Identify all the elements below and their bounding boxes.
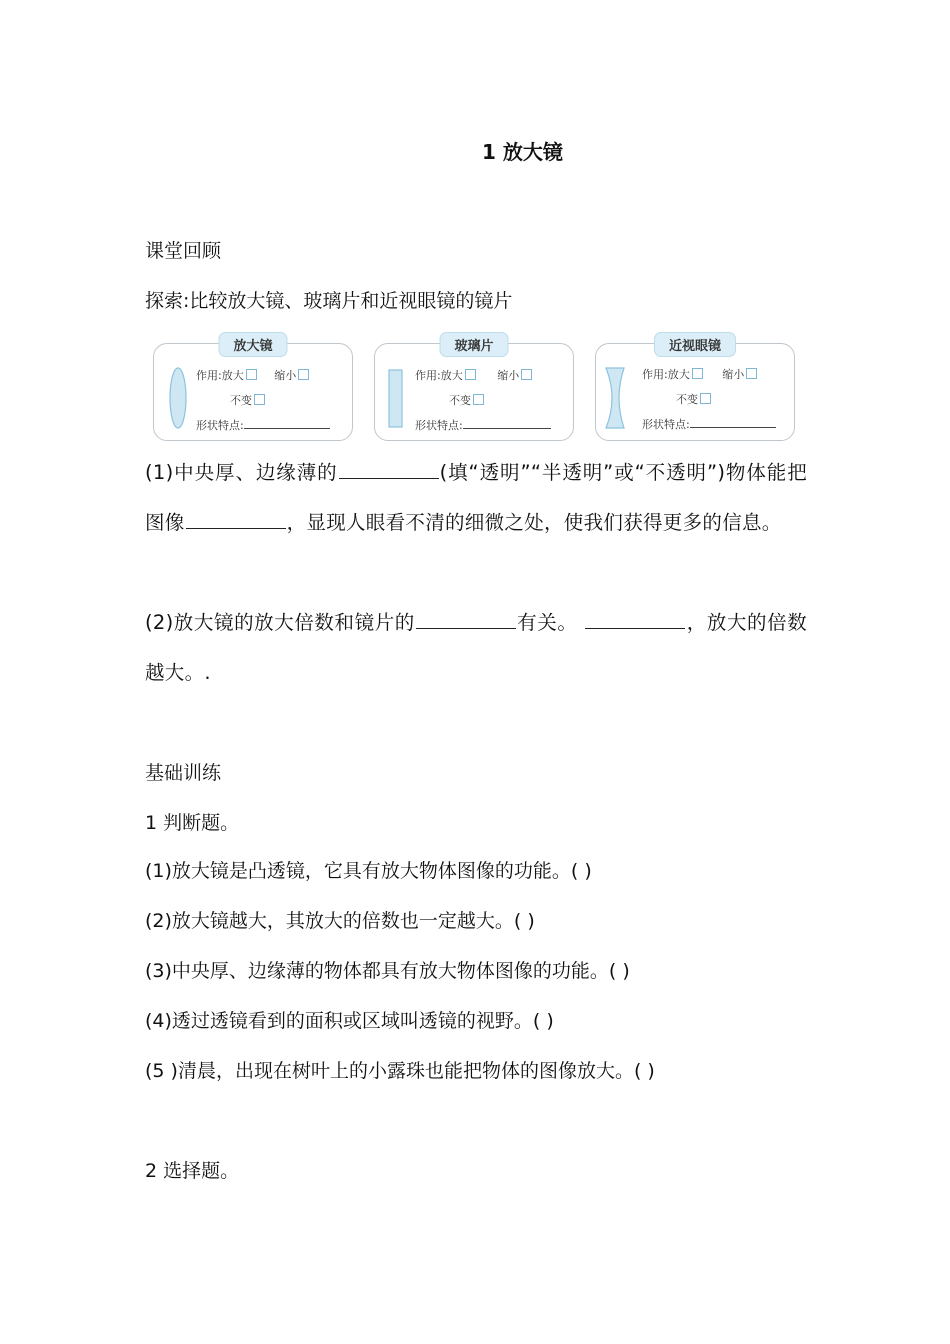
card-shape-row [642, 416, 776, 432]
same-checkbox[interactable] [473, 394, 484, 405]
q1-blank-2[interactable] [186, 508, 286, 529]
judge-item-1: (1)放大镜是凸透镜，它具有放大物体图像的功能。( ) [145, 860, 592, 882]
enlarge-checkbox[interactable] [246, 369, 257, 380]
q2-text-part1: (2)放大镜的放大倍数和镜片的 [145, 611, 415, 634]
effect-label: 作用:放大 [196, 369, 244, 382]
judge-item-3: (3)中央厚、边缘薄的物体都具有放大物体图像的功能。( ) [145, 960, 630, 982]
card-shape-row [415, 417, 551, 433]
card-same-row [449, 392, 484, 408]
section-heading-practice: 基础训练 [145, 762, 222, 784]
q1-text-part1: (1)中央厚、边缘薄的 [145, 461, 338, 484]
section-heading-review: 课堂回顾 [145, 240, 222, 262]
same-label: 不变 [449, 394, 471, 407]
shrink-checkbox[interactable] [298, 369, 309, 380]
card-tab-myopia: 近视眼镜 [654, 332, 736, 357]
q2-text-part2: 有关。 [516, 611, 578, 634]
judge-item-2: (2)放大镜越大，其放大的倍数也一定越大。( ) [145, 910, 535, 932]
same-checkbox[interactable] [700, 393, 711, 404]
question-2-paragraph [145, 598, 807, 698]
card-magnifier [153, 339, 353, 441]
card-same-row [676, 391, 711, 407]
q1-blank-1[interactable] [339, 458, 439, 479]
card-effect-row [415, 367, 532, 383]
shrink-checkbox[interactable] [521, 369, 532, 380]
shape-label: 形状特点: [196, 419, 244, 432]
flat-glass-icon [387, 368, 405, 430]
q1-text-part3: ，显现人眼看不清的细微之处，使我们获得更多的信息。 [286, 511, 782, 534]
q2-blank-2[interactable] [585, 608, 685, 629]
card-effect-row [642, 366, 757, 382]
explore-heading: 探索:比较放大镜、玻璃片和近视眼镜的镜片 [145, 290, 513, 312]
q2-text-part3: ，放大的倍数越大。. [145, 611, 807, 684]
judge-item-5: (5 )清晨，出现在树叶上的小露珠也能把物体的图像放大。( ) [145, 1060, 655, 1082]
page-title: 1 放大镜 [482, 140, 563, 164]
same-label: 不变 [230, 394, 252, 407]
judge-heading: 1 判断题。 [145, 812, 240, 834]
shape-answer-line[interactable] [244, 418, 330, 429]
shape-label: 形状特点: [642, 418, 690, 431]
shape-answer-line[interactable] [463, 418, 551, 429]
card-same-row [230, 392, 265, 408]
card-glass [374, 339, 574, 441]
same-checkbox[interactable] [254, 394, 265, 405]
shrink-label: 缩小 [722, 368, 745, 381]
card-myopia-glasses [595, 339, 795, 441]
shrink-checkbox[interactable] [746, 368, 757, 379]
card-tab-magnifier: 放大镜 [218, 332, 287, 357]
card-effect-row [196, 367, 309, 383]
shrink-label: 缩小 [274, 369, 297, 382]
card-tab-glass: 玻璃片 [439, 332, 508, 357]
shape-label: 形状特点: [415, 419, 463, 432]
judge-item-4: (4)透过透镜看到的面积或区域叫透镜的视野。( ) [145, 1010, 554, 1032]
q1-text-part2: (填“透明”“半透明”或“不透明”)物体能把图像 [145, 461, 807, 534]
shape-answer-line[interactable] [690, 417, 776, 428]
choice-heading: 2 选择题。 [145, 1160, 240, 1182]
effect-label: 作用:放大 [415, 369, 463, 382]
enlarge-checkbox[interactable] [692, 368, 703, 379]
shrink-label: 缩小 [497, 369, 520, 382]
same-label: 不变 [676, 393, 698, 406]
convex-lens-icon [167, 366, 189, 430]
card-shape-row [196, 417, 330, 433]
effect-label: 作用:放大 [642, 368, 690, 381]
question-1-paragraph [145, 448, 807, 548]
q2-blank-1[interactable] [416, 608, 516, 629]
concave-lens-icon [604, 366, 634, 430]
enlarge-checkbox[interactable] [465, 369, 476, 380]
